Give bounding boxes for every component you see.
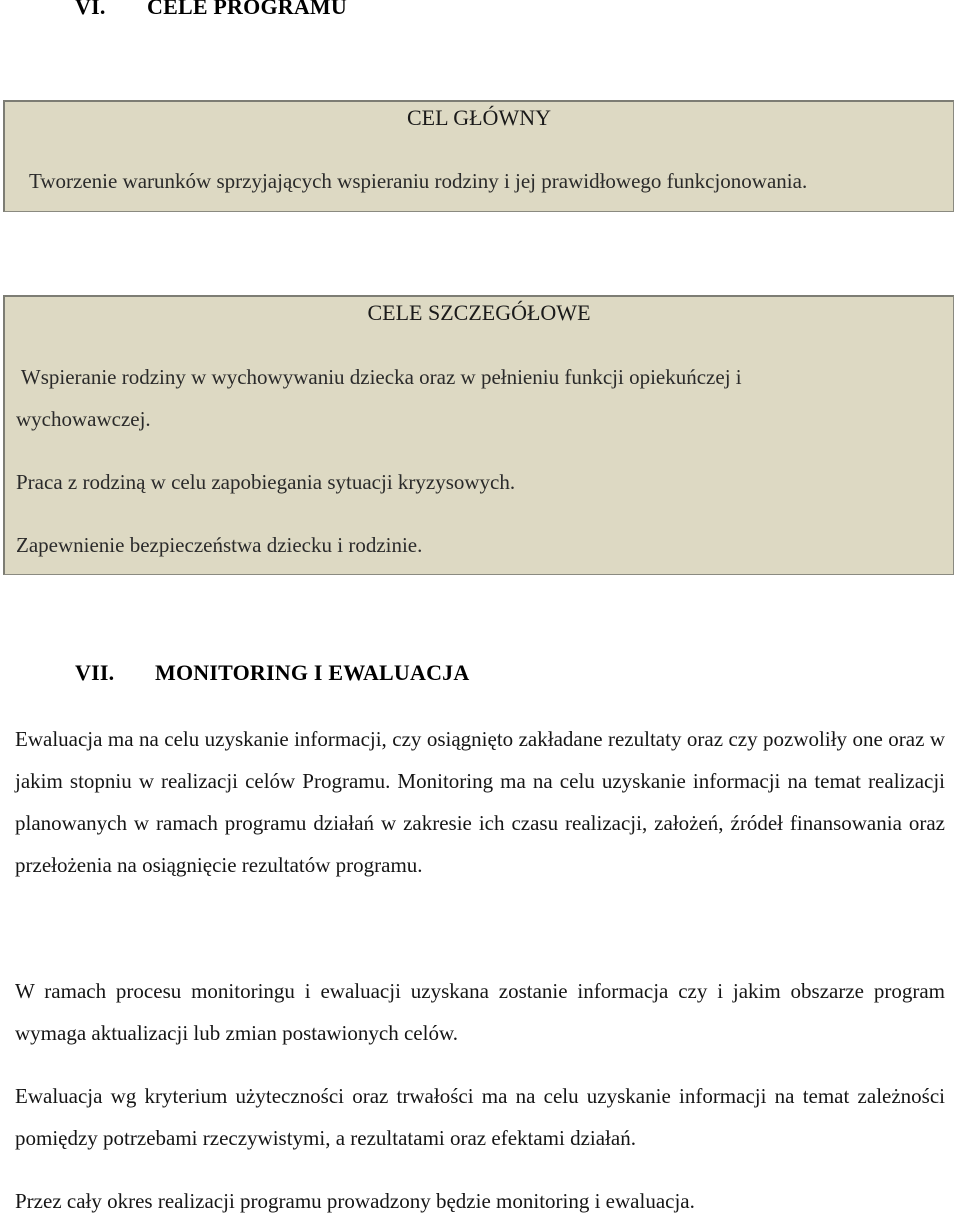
detailed-goals-box xyxy=(3,295,954,575)
detailed-goal-item: Wspieranie rodziny w wychowywaniu dziecka oraz w pełnieniu funkcji opiekuńczej i xyxy=(16,365,742,389)
section-title: MONITORING I EWALUACJA xyxy=(155,660,470,685)
body-paragraph: Przez cały okres realizacji programu prowadzony będzie monitoring i ewaluacja. xyxy=(15,1189,695,1213)
section-title: CELE PROGRAMU xyxy=(147,0,347,19)
body-paragraph: W ramach procesu monitoringu i ewaluacji uzyskana zostanie informacja czy i jakim obszarze program wymaga aktualizacji lub zmian postawionych celów. xyxy=(15,979,945,1045)
main-goal-box xyxy=(3,100,954,212)
detailed-goal-item: Praca z rodziną w celu zapobiegania sytuacji kryzysowych. xyxy=(16,470,516,494)
main-goal-text: Tworzenie warunków sprzyjających wspieraniu rodziny i jej prawidłowego funkcjonowania. xyxy=(29,169,808,193)
main-goal-title: CEL GŁÓWNY xyxy=(407,105,551,130)
section-number: VI. xyxy=(75,0,106,19)
detailed-goal-item: Zapewnienie bezpieczeństwa dziecku i rodzinie. xyxy=(16,533,423,557)
section-number: VII. xyxy=(75,660,115,685)
detailed-goal-item: wychowawczej. xyxy=(16,407,151,431)
section-heading-cele-programu xyxy=(75,0,347,20)
body-paragraph: Ewaluacja wg kryterium użyteczności oraz trwałości ma na celu uzyskanie informacji na temat zależności pomiędzy potrzebami rzeczywistymi, a rezultatami oraz efektami działań. xyxy=(15,1084,945,1150)
body-paragraph: Ewaluacja ma na celu uzyskanie informacji, czy osiągnięto zakładane rezultaty oraz czy pozwoliły one oraz w jakim stopniu w realizacji celów Programu. Monitoring ma na celu uzyskanie informacji na temat realizacji planowanych w ramach programu działań w zakresie ich czasu realizacji, założeń, źródeł finansowania oraz przełożenia na osiągnięcie rezultatów programu. xyxy=(15,727,945,877)
detailed-goals-title: CELE SZCZEGÓŁOWE xyxy=(367,300,591,325)
section-heading-monitoring xyxy=(75,660,469,686)
